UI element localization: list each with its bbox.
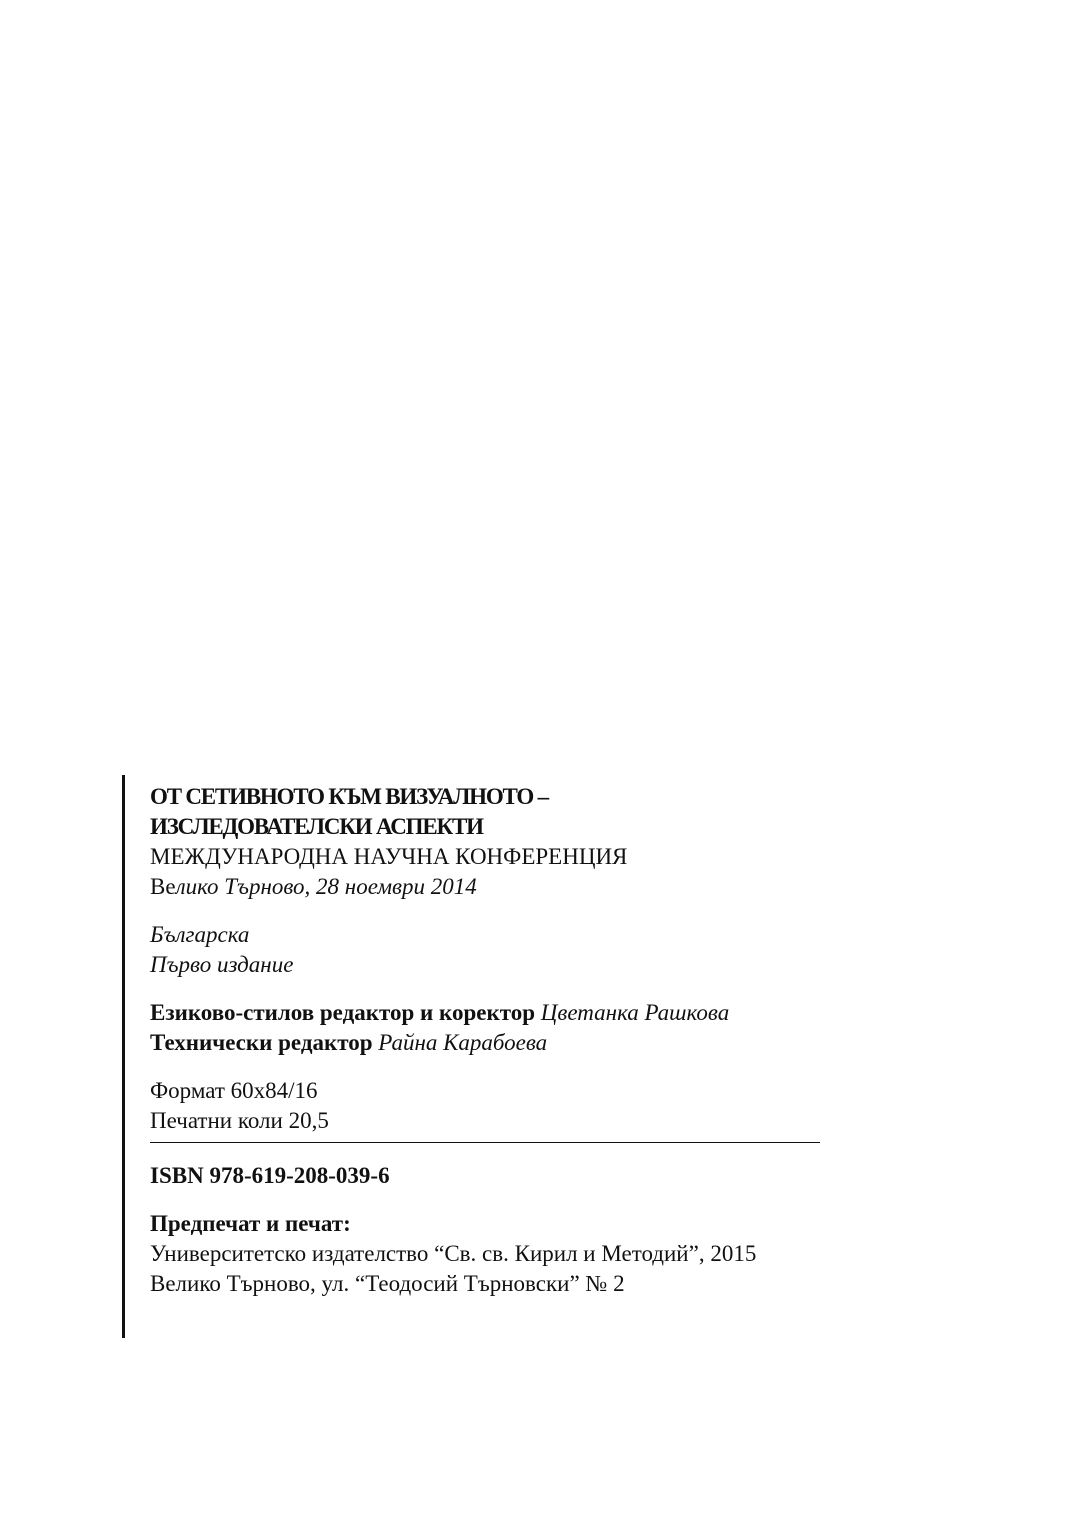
margin-vertical-rule xyxy=(122,775,125,1338)
format: Формат 60x84/16 xyxy=(150,1078,318,1103)
technical-editor-name: Райна Карабоева xyxy=(378,1030,548,1055)
language-editor-label: Езиково-стилов редактор и коректор xyxy=(150,1000,536,1025)
publisher-address: Велико Търново, ул. “Теодосий Търновски” № 2 xyxy=(150,1271,625,1296)
publisher: Университетско издателство “Св. св. Кирил и Методий”, 2015 xyxy=(150,1241,757,1266)
book-title-line-1: ОТ СЕТИВНОТО КЪМ ВИЗУАЛНОТО – xyxy=(150,784,548,809)
horizontal-rule xyxy=(150,1142,820,1143)
conference-subtitle: МЕЖДУНАРОДНА НАУЧНА КОНФЕРЕНЦИЯ xyxy=(150,844,628,869)
language: Българска xyxy=(150,922,250,947)
print-sheets: Печатни коли 20,5 xyxy=(150,1108,329,1133)
language-editor xyxy=(150,998,850,1028)
printing-label: Предпечат и печат: xyxy=(150,1211,351,1236)
place-date-rest: лико Търново, 28 ноември 2014 xyxy=(175,874,477,899)
technical-editor xyxy=(150,1028,850,1058)
isbn: ISBN 978-619-208-039-6 xyxy=(150,1163,390,1188)
language-editor-name: Цветанка Рашкова xyxy=(540,1000,730,1025)
edition: Първо издание xyxy=(150,952,294,977)
place-date-prefix: Ве xyxy=(150,874,176,899)
colophon xyxy=(150,782,850,1299)
place-and-date xyxy=(150,872,850,902)
technical-editor-label: Технически редактор xyxy=(150,1030,373,1055)
book-title-line-2: ИЗСЛЕДОВАТЕЛСКИ АСПЕКТИ xyxy=(150,814,483,839)
